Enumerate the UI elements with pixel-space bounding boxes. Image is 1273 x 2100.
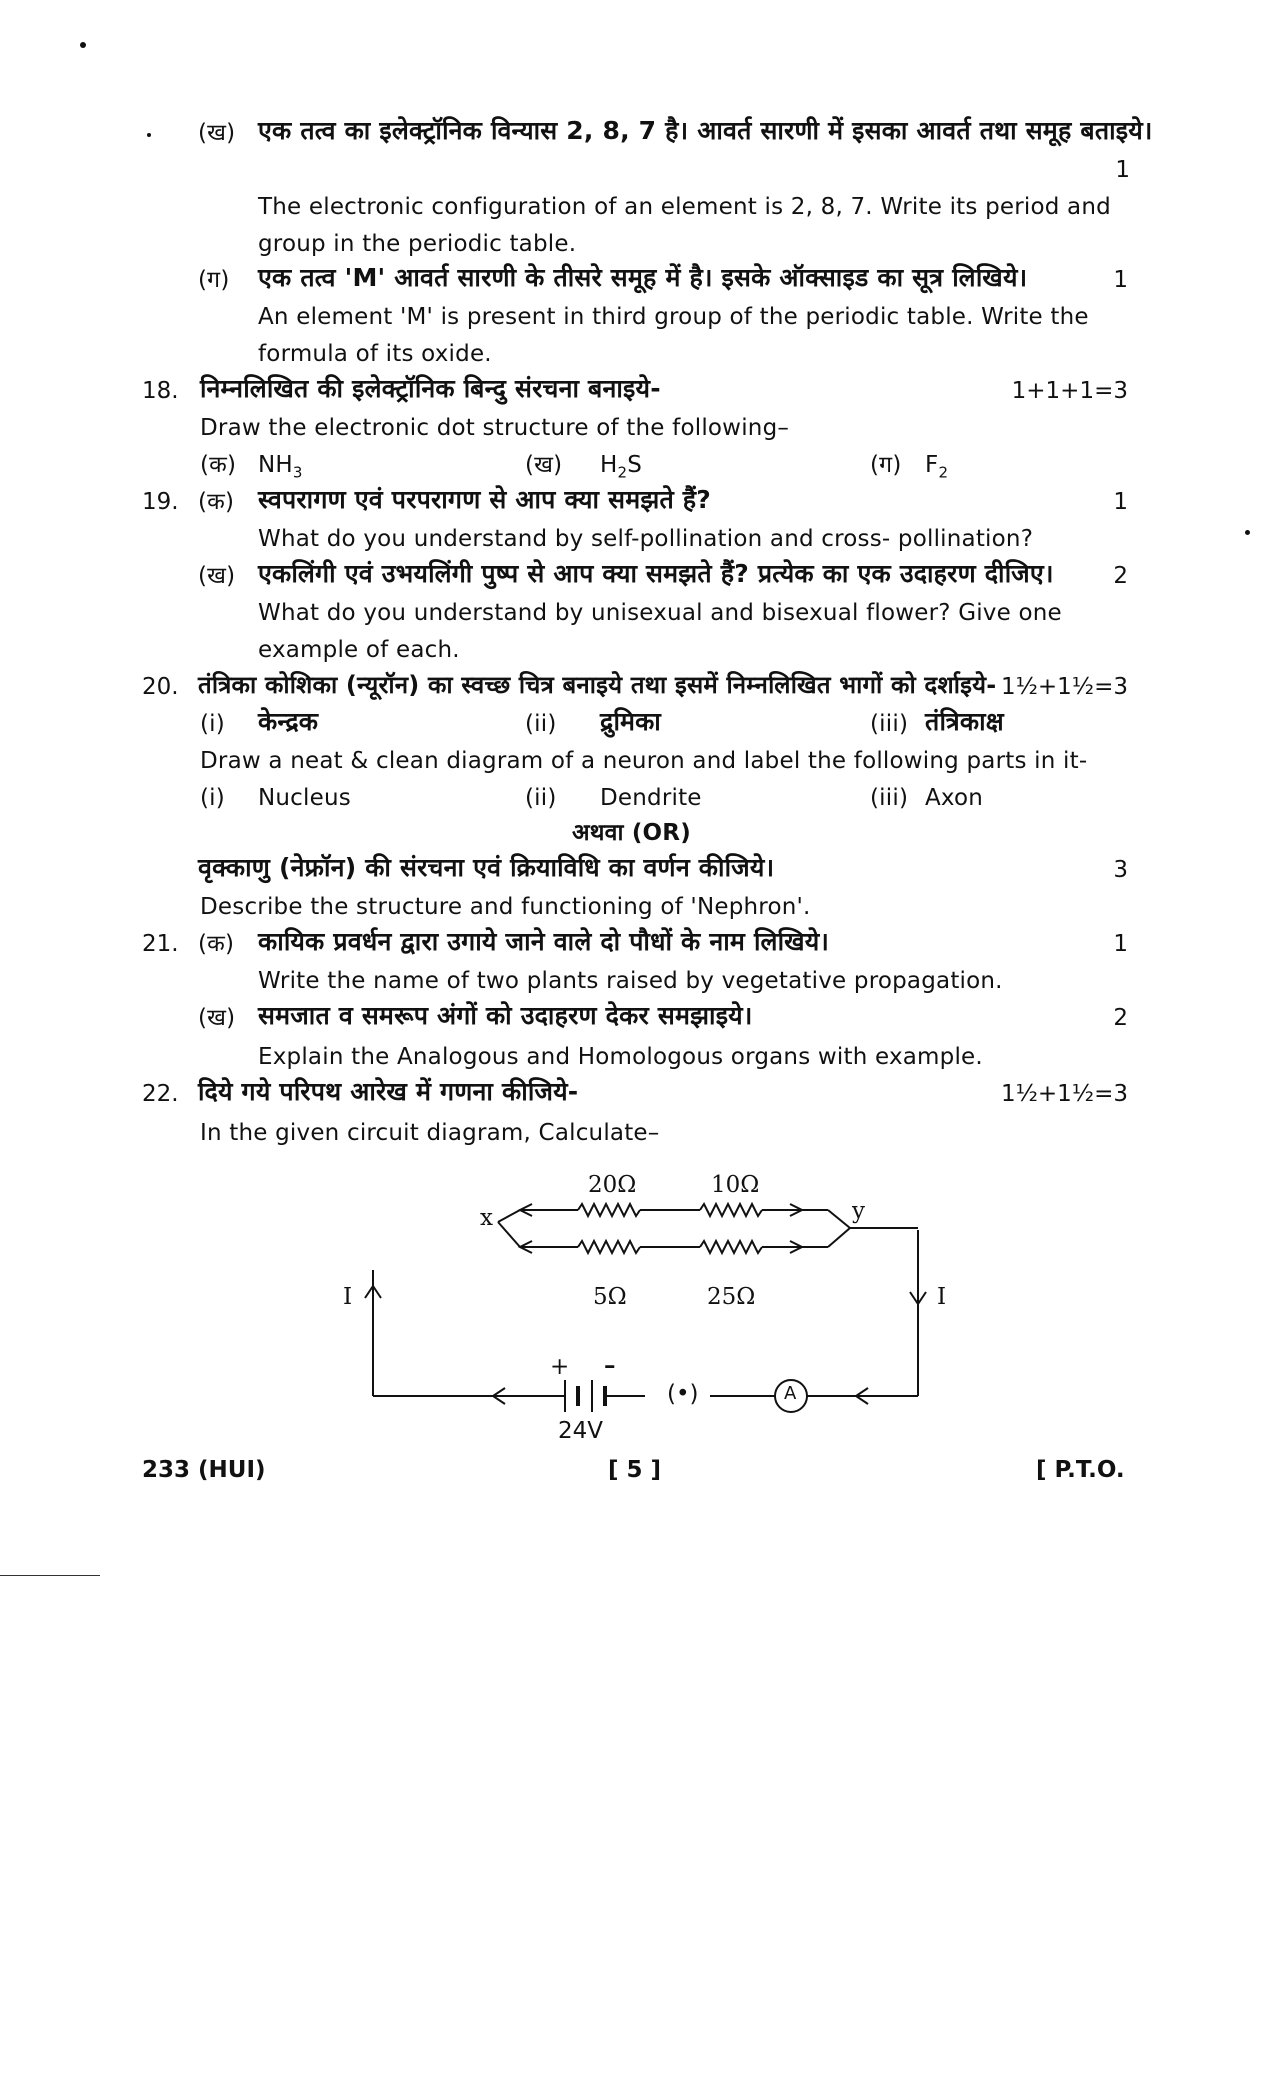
- q21-kha-marks: 2: [1113, 1005, 1128, 1031]
- page-number: [ 5 ]: [608, 1457, 662, 1483]
- q18-english: Draw the electronic dot structure of the following–: [200, 415, 790, 441]
- q18-number: 18.: [142, 378, 179, 404]
- ammeter-symbol: A: [784, 1383, 797, 1404]
- q18-ga-formula: $F_2$: [925, 452, 949, 482]
- q20-en-part-text: Dendrite: [600, 785, 702, 811]
- q18-ka-label: (क): [200, 452, 237, 478]
- node-x-label: x: [480, 1205, 493, 1231]
- q21-ka-hindi: कायिक प्रवर्धन द्वारा उगाये जाने वाले दो पौधों के नाम लिखिये।: [258, 927, 830, 956]
- q18-ka-formula: $NH_3$: [258, 452, 303, 482]
- q20-hi-part-text: तंत्रिकाक्ष: [925, 707, 1004, 736]
- q19-ka-english: What do you understand by self-pollination and cross- pollination?: [258, 526, 1034, 552]
- q20-number: 20.: [142, 674, 179, 700]
- q21-kha-hindi: समजात व समरूप अंगों को उदाहरण देकर समझाइये।: [258, 1001, 753, 1030]
- scan-speck: [80, 42, 86, 48]
- q19-ka-hindi: स्वपरागण एवं परपरागण से आप क्या समझते हैं?: [258, 485, 711, 514]
- battery-voltage-label: 24V: [558, 1418, 604, 1444]
- q20-hi-part-label: (i): [200, 711, 225, 737]
- q20-or-divider: अथवा (OR): [572, 820, 691, 846]
- q17-ga-english-line2: formula of its oxide.: [258, 341, 492, 367]
- scan-speck: [147, 133, 151, 137]
- q17-kha-hindi: एक तत्व का इलेक्ट्रॉनिक विन्यास 2, 8, 7 है। आवर्त सारणी में इसका आवर्त तथा समूह बताइये।: [258, 116, 1153, 145]
- pto-marker: [ P.T.O.: [1036, 1457, 1125, 1483]
- q20-or-english: Describe the structure and functioning of 'Nephron'.: [200, 894, 811, 920]
- q20-hi-part-text: केन्द्रक: [258, 707, 319, 736]
- q20-en-part-text: Nucleus: [258, 785, 351, 811]
- q20-english: Draw a neat & clean diagram of a neuron and label the following parts in it-: [200, 748, 1088, 774]
- q19-kha-hindi: एकलिंगी एवं उभयलिंगी पुष्प से आप क्या समझते हैं? प्रत्येक का एक उदाहरण दीजिए।: [258, 559, 1054, 588]
- q20-hi-part-text: द्रुमिका: [600, 707, 661, 736]
- q17-kha-marks: 1: [1115, 157, 1130, 183]
- key-symbol: (•): [667, 1381, 699, 1407]
- q19-kha-english-line1: What do you understand by unisexual and bisexual flower? Give one: [258, 600, 1062, 626]
- q19-kha-english-line2: example of each.: [258, 637, 460, 663]
- q20-en-part-label: (iii): [870, 785, 909, 811]
- paper-code: 233 (HUI): [142, 1457, 266, 1483]
- q20-or-marks: 3: [1113, 857, 1128, 883]
- resistor-20-label: 20Ω: [588, 1172, 637, 1198]
- q20-en-part-label: (ii): [525, 785, 557, 811]
- q21-kha-english: Explain the Analogous and Homologous organs with example.: [258, 1044, 983, 1070]
- q18-hindi: निम्नलिखित की इलेक्ट्रॉनिक बिन्दु संरचना बनाइये-: [200, 374, 661, 403]
- q19-kha-marks: 2: [1113, 563, 1128, 589]
- current-right-label: I: [937, 1284, 947, 1310]
- q17-ga-english-line1: An element 'M' is present in third group of the periodic table. Write the: [258, 304, 1089, 330]
- q19-number: 19.: [142, 489, 179, 515]
- q22-marks: 1½+1½=3: [1000, 1081, 1128, 1107]
- q20-marks: 1½+1½=3: [1000, 674, 1128, 700]
- q22-english: In the given circuit diagram, Calculate–: [200, 1120, 660, 1146]
- q21-kha-label: (ख): [198, 1005, 236, 1031]
- q17-ga-hindi: एक तत्व 'M' आवर्त सारणी के तीसरे समूह में है। इसके ऑक्साइड का सूत्र लिखिये।: [258, 263, 1028, 292]
- scan-mark: [0, 1575, 100, 1576]
- resistor-5-label: 5Ω: [593, 1284, 627, 1310]
- q19-ka-label: (क): [198, 489, 235, 515]
- q22-number: 22.: [142, 1081, 179, 1107]
- q20-en-part-label: (i): [200, 785, 225, 811]
- resistor-10-label: 10Ω: [711, 1172, 760, 1198]
- q22-hindi: दिये गये परिपथ आरेख में गणना कीजिये-: [198, 1077, 579, 1106]
- q21-number: 21.: [142, 931, 179, 957]
- q17-kha-english-line2: group in the periodic table.: [258, 231, 577, 257]
- q18-ga-label: (ग): [870, 452, 902, 478]
- q17-ga-label: (ग): [198, 267, 230, 293]
- q17-kha-english-line1: The electronic configuration of an element is 2, 8, 7. Write its period and: [258, 194, 1111, 220]
- node-y-label: y: [852, 1198, 865, 1224]
- q20-en-part-text: Axon: [925, 785, 984, 811]
- q20-hi-part-label: (ii): [525, 711, 557, 737]
- q21-ka-english: Write the name of two plants raised by vegetative propagation.: [258, 968, 1003, 994]
- circuit-diagram: [0, 1170, 1273, 1470]
- q19-ka-marks: 1: [1113, 489, 1128, 515]
- scan-speck: [1245, 530, 1250, 535]
- q21-ka-label: (क): [198, 931, 235, 957]
- q19-kha-label: (ख): [198, 563, 236, 589]
- q21-ka-marks: 1: [1113, 931, 1128, 957]
- battery-minus-label: –: [604, 1352, 616, 1379]
- q20-hindi: तंत्रिका कोशिका (न्यूरॉन) का स्वच्छ चित्र बनाइये तथा इसमें निम्नलिखित भागों को दर्शाइये-: [198, 671, 997, 699]
- q17-ga-marks: 1: [1113, 267, 1128, 293]
- q17-kha-label: (ख): [198, 120, 236, 146]
- q20-or-hindi: वृक्काणु (नेफ्रॉन) की संरचना एवं क्रियाविधि का वर्णन कीजिये।: [198, 853, 775, 882]
- battery-plus-label: +: [550, 1354, 570, 1380]
- q18-marks: 1+1+1=3: [1011, 378, 1128, 404]
- resistor-25-label: 25Ω: [707, 1284, 756, 1310]
- current-left-label: I: [343, 1284, 353, 1310]
- q18-kha-label: (ख): [525, 452, 563, 478]
- q20-hi-part-label: (iii): [870, 711, 909, 737]
- q18-kha-formula: $H_2S$: [600, 452, 643, 482]
